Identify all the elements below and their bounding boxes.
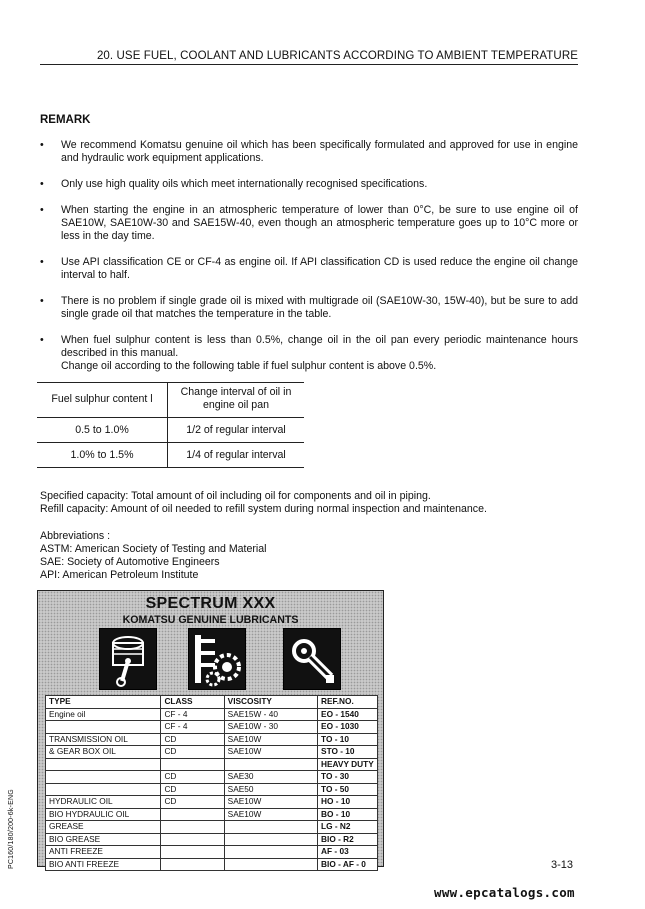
cell-class: CD bbox=[161, 796, 224, 809]
cell-viscosity: SAE50 bbox=[224, 783, 317, 796]
header-viscosity: VISCOSITY bbox=[224, 696, 317, 709]
watermark-url: www.epcatalogs.com bbox=[434, 885, 575, 900]
remark-bullet bbox=[40, 256, 578, 282]
cell-viscosity bbox=[224, 846, 317, 859]
cell-class: CD bbox=[161, 783, 224, 796]
gear-transmission-icon bbox=[188, 628, 246, 690]
header-type: TYPE bbox=[46, 696, 161, 709]
cell-type: TRANSMISSION OIL bbox=[46, 733, 161, 746]
spectrum-subtitle: KOMATSU GENUINE LUBRICANTS bbox=[122, 614, 299, 626]
specified-capacity-text: Specified capacity: Total amount of oil including oil for components and oil in piping. bbox=[40, 490, 431, 502]
cell-class: CF - 4 bbox=[161, 721, 224, 734]
cell-type: ANTI FREEZE bbox=[46, 846, 161, 859]
capacity-notes bbox=[40, 490, 487, 516]
table-row bbox=[37, 443, 304, 468]
cell-class bbox=[161, 808, 224, 821]
lubricants-table bbox=[45, 695, 378, 871]
cell-type: BIO ANTI FREEZE bbox=[46, 858, 161, 871]
remark-text: When fuel sulphur content is less than 0.5%, change oil in the oil pan every periodic maintenance hours described in this manual. bbox=[61, 334, 578, 359]
cell-class bbox=[161, 758, 224, 771]
cell-type: GREASE bbox=[46, 821, 161, 834]
cell-viscosity bbox=[224, 821, 317, 834]
bullet-dot: • bbox=[40, 256, 44, 268]
cell-viscosity: SAE10W bbox=[224, 733, 317, 746]
remark-text: We recommend Komatsu genuine oil which has been specifically formulated and approved for use in engine and hydraulic work equipment applications. bbox=[61, 139, 578, 164]
cell-type: HYDRAULIC OIL bbox=[46, 796, 161, 809]
table-row bbox=[37, 418, 304, 443]
table-row bbox=[46, 833, 378, 846]
cell-viscosity: SAE10W - 30 bbox=[224, 721, 317, 734]
remark-title: REMARK bbox=[40, 114, 91, 126]
cell-ref-no: AF - 03 bbox=[318, 846, 378, 859]
cell-viscosity bbox=[224, 858, 317, 871]
table-row bbox=[46, 721, 378, 734]
cell-ref-no: TO - 30 bbox=[318, 771, 378, 784]
sulphur-cell: 0.5 to 1.0% bbox=[37, 418, 168, 443]
bullet-dot: • bbox=[40, 204, 44, 216]
cell-ref-no: EO - 1540 bbox=[318, 708, 378, 721]
cell-class bbox=[161, 821, 224, 834]
spectrum-title: SPECTRUM XXX bbox=[145, 595, 276, 612]
cell-class: CD bbox=[161, 771, 224, 784]
cell-ref-no: TO - 10 bbox=[318, 733, 378, 746]
refill-capacity-text: Refill capacity: Amount of oil needed to refill system during normal inspection and maintenance. bbox=[40, 503, 487, 515]
cell-class: CD bbox=[161, 733, 224, 746]
table-row bbox=[46, 708, 378, 721]
cell-ref-no: STO - 10 bbox=[318, 746, 378, 759]
page-header: 20. USE FUEL, COOLANT AND LUBRICANTS ACCORDING TO AMBIENT TEMPERATURE bbox=[40, 50, 578, 65]
sulphur-table bbox=[37, 382, 304, 468]
document-code: PC160/180/200-6k-ENG bbox=[8, 789, 15, 869]
cell-viscosity: SAE15W - 40 bbox=[224, 708, 317, 721]
cell-ref-no: BIO - AF - 0 bbox=[318, 858, 378, 871]
sulphur-cell: 1/4 of regular interval bbox=[168, 443, 305, 468]
remark-text: Only use high quality oils which meet internationally recognised specifications. bbox=[61, 178, 428, 190]
cell-class bbox=[161, 846, 224, 859]
table-row bbox=[46, 758, 378, 771]
remark-list bbox=[40, 139, 578, 386]
remark-text: When starting the engine in an atmospheric temperature of lower than 0°C, be sure to use engine oil of SAE10W, SAE10W-30 and SAE15W-40, even though an atmospheric temperature goes up to 10°C more or less in the day time. bbox=[61, 204, 578, 242]
sulphur-cell: 1/2 of regular interval bbox=[168, 418, 305, 443]
abbreviation-item: API: American Petroleum Institute bbox=[40, 569, 199, 581]
table-row bbox=[46, 858, 378, 871]
abbreviation-item: ASTM: American Society of Testing and Material bbox=[40, 543, 267, 555]
hydraulic-cylinder-icon bbox=[283, 628, 341, 690]
cell-ref-no: HO - 10 bbox=[318, 796, 378, 809]
cell-class: CF - 4 bbox=[161, 708, 224, 721]
abbreviation-item: SAE: Society of Automotive Engineers bbox=[40, 556, 220, 568]
cell-ref-no: HEAVY DUTY bbox=[318, 758, 378, 771]
sulphur-cell: 1.0% to 1.5% bbox=[37, 443, 168, 468]
table-row bbox=[46, 771, 378, 784]
cell-viscosity bbox=[224, 833, 317, 846]
cell-type: BIO HYDRAULIC OIL bbox=[46, 808, 161, 821]
bullet-dot: • bbox=[40, 139, 44, 151]
cell-class bbox=[161, 858, 224, 871]
cell-ref-no: EO - 1030 bbox=[318, 721, 378, 734]
cell-type: Engine oil bbox=[46, 708, 161, 721]
cell-viscosity: SAE10W bbox=[224, 746, 317, 759]
remark-text: Change oil according to the following table if fuel sulphur content is above 0.5%. bbox=[61, 360, 437, 372]
table-row bbox=[46, 783, 378, 796]
abbreviations-title: Abbreviations : bbox=[40, 530, 111, 542]
cell-viscosity: SAE10W bbox=[224, 808, 317, 821]
cell-type bbox=[46, 783, 161, 796]
engine-piston-icon bbox=[99, 628, 157, 690]
table-row bbox=[46, 746, 378, 759]
cell-type: & GEAR BOX OIL bbox=[46, 746, 161, 759]
table-row bbox=[46, 733, 378, 746]
sulphur-header-content: Fuel sulphur content l bbox=[37, 383, 168, 418]
bullet-dot: • bbox=[40, 178, 44, 190]
cell-ref-no: BO - 10 bbox=[318, 808, 378, 821]
table-row bbox=[46, 796, 378, 809]
remark-bullet bbox=[40, 295, 578, 321]
cell-viscosity: SAE30 bbox=[224, 771, 317, 784]
table-row bbox=[46, 821, 378, 834]
lubricants-header-row bbox=[46, 696, 378, 709]
cell-type bbox=[46, 771, 161, 784]
header-ref-no: REF.NO. bbox=[318, 696, 378, 709]
cell-viscosity bbox=[224, 758, 317, 771]
cell-ref-no: BIO - R2 bbox=[318, 833, 378, 846]
cell-viscosity: SAE10W bbox=[224, 796, 317, 809]
remark-bullet bbox=[40, 139, 578, 165]
bullet-dot: • bbox=[40, 295, 44, 307]
cell-type bbox=[46, 721, 161, 734]
sulphur-header-interval: Change interval of oil in engine oil pan bbox=[168, 383, 305, 418]
cell-ref-no: TO - 50 bbox=[318, 783, 378, 796]
abbreviations bbox=[40, 530, 267, 582]
remark-bullet bbox=[40, 178, 578, 191]
remark-bullet bbox=[40, 204, 578, 243]
remark-text: There is no problem if single grade oil is mixed with multigrade oil (SAE10W-30, 15W-40), but be sure to add single grade oil that matches the temperature in the table. bbox=[61, 295, 578, 320]
cell-class: CD bbox=[161, 746, 224, 759]
sulphur-table-header bbox=[37, 383, 304, 418]
page-number: 3-13 bbox=[551, 859, 574, 871]
cell-class bbox=[161, 833, 224, 846]
header-class: CLASS bbox=[161, 696, 224, 709]
table-row bbox=[46, 846, 378, 859]
table-row bbox=[46, 808, 378, 821]
spectrum-panel bbox=[37, 590, 384, 867]
cell-type bbox=[46, 758, 161, 771]
bullet-dot: • bbox=[40, 334, 44, 346]
remark-text: Use API classification CE or CF-4 as engine oil. If API classification CD is used reduce the engine oil change interval to half. bbox=[61, 256, 578, 281]
cell-type: BIO GREASE bbox=[46, 833, 161, 846]
remark-bullet bbox=[40, 334, 578, 373]
cell-ref-no: LG - N2 bbox=[318, 821, 378, 834]
